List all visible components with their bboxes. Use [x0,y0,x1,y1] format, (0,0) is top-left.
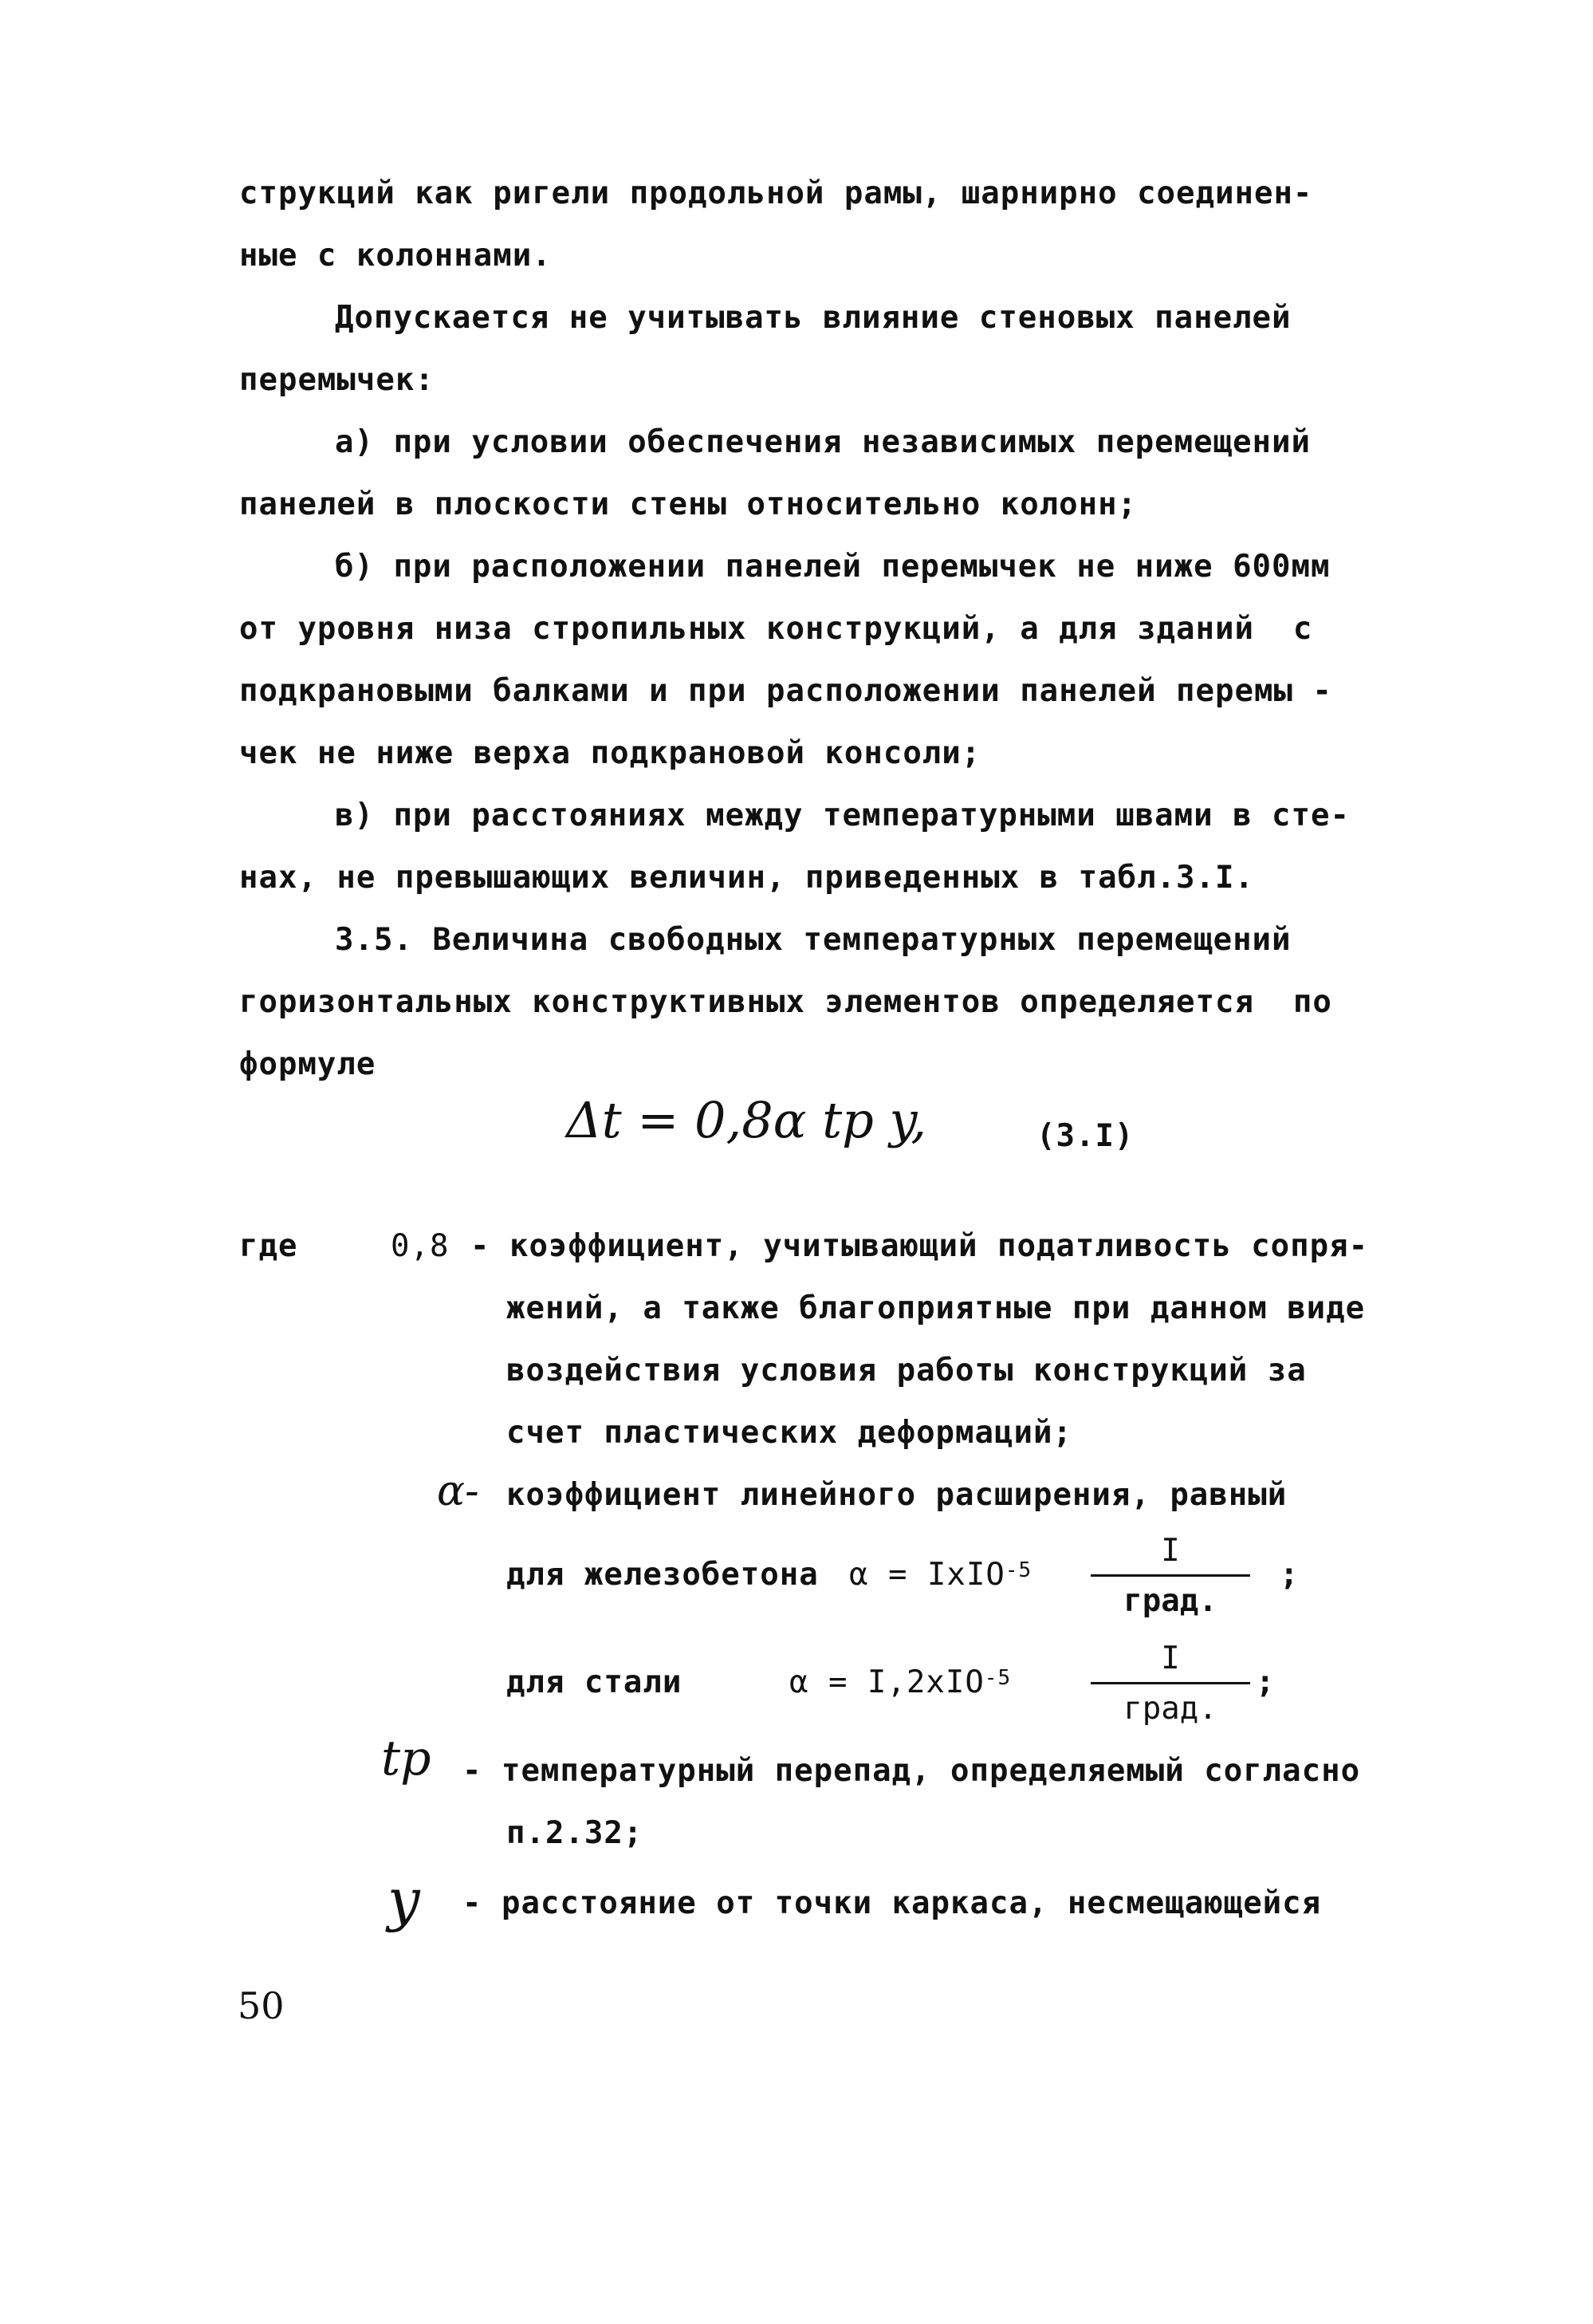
concrete-fraction-num: I [1161,1533,1180,1569]
concrete-fraction [1091,1531,1250,1621]
paragraph-line-1: струкций как ригели продольной рамы, шарнирно соединен- [239,175,1313,211]
concrete-fraction-den: град. [1123,1583,1217,1619]
legend-coef-line-3: воздействия условия работы конструкций за [506,1353,1307,1388]
paragraph-line-11: в) при расстояниях между температурными швами в сте- [335,798,1350,833]
legend-coef-symbol: 0,8 [391,1228,450,1264]
formula-expression: Δt = 0,8α tр y, [566,1091,927,1149]
steel-value: α = I,2xIO$^{-5}$ [789,1664,1012,1700]
paragraph-line-7: б) при расположении панелей перемычек не ниже 600мм [335,549,1331,585]
legend-where: где [239,1228,298,1264]
alpha-line: коэффициент линейного расширения, равный [506,1477,1288,1513]
steel-fraction [1091,1639,1250,1729]
concrete-exponent: -5 [1005,1558,1032,1582]
concrete-fraction-bar [1091,1574,1250,1577]
paragraph-line-12: нах, не превышающих величин, приведенных в табл.3.I. [239,860,1254,896]
legend-coef-line-4: счет пластических деформаций; [506,1415,1072,1451]
paragraph-line-2: ные с колоннами. [239,238,552,274]
legend-coef-line-1: - коэффициент, учитывающий податливость сопря- [470,1228,1369,1264]
y-line: - расстояние от точки каркаса, несмещающейся [462,1885,1322,1921]
legend-coef-line-2: жений, а также благоприятные при данном виде [506,1290,1366,1326]
steel-end: ; [1256,1664,1276,1700]
tp-line-2: п.2.32; [506,1815,643,1851]
paragraph-line-8: от уровня низа стропильных конструкций, а для зданий с [239,611,1313,647]
concrete-label: для железобетона [506,1557,819,1593]
steel-label: для стали [506,1664,682,1700]
paragraph-line-9: подкрановыми балками и при расположении панелей перемы - [239,673,1332,709]
steel-fraction-bar [1091,1682,1250,1684]
paragraph-line-13: 3.5. Величина свободных температурных перемещений [335,922,1292,958]
paragraph-line-10: чек не ниже верха подкрановой консоли; [239,735,981,771]
concrete-value: α = IxIO$^{-5}$ [849,1557,1032,1593]
paragraph-line-5: а) при условии обеспечения независимых перемещений [335,424,1311,460]
alpha-symbol: α- [437,1467,479,1515]
steel-fraction-num: I [1161,1641,1180,1676]
page-number: 50 [238,1984,285,2027]
concrete-end: ; [1280,1557,1300,1593]
steel-exponent: -5 [984,1666,1012,1690]
paragraph-line-6: панелей в плоскости стены относительно колонн; [239,486,1138,522]
paragraph-line-4: перемычек: [239,362,435,398]
steel-fraction-den: град. [1123,1691,1217,1727]
paragraph-line-14: горизонтальных конструктивных элементов определяется по [239,984,1332,1020]
paragraph-line-3: Допускается не учитывать влияние стеновых панелей [335,300,1292,336]
tp-symbol: tр [381,1731,431,1786]
tp-line-1: - температурный перепад, определяемый согласно [462,1753,1361,1789]
paragraph-line-15: формуле [239,1046,376,1082]
formula-number: (3.I) [1036,1118,1135,1154]
y-symbol: y [387,1866,420,1933]
